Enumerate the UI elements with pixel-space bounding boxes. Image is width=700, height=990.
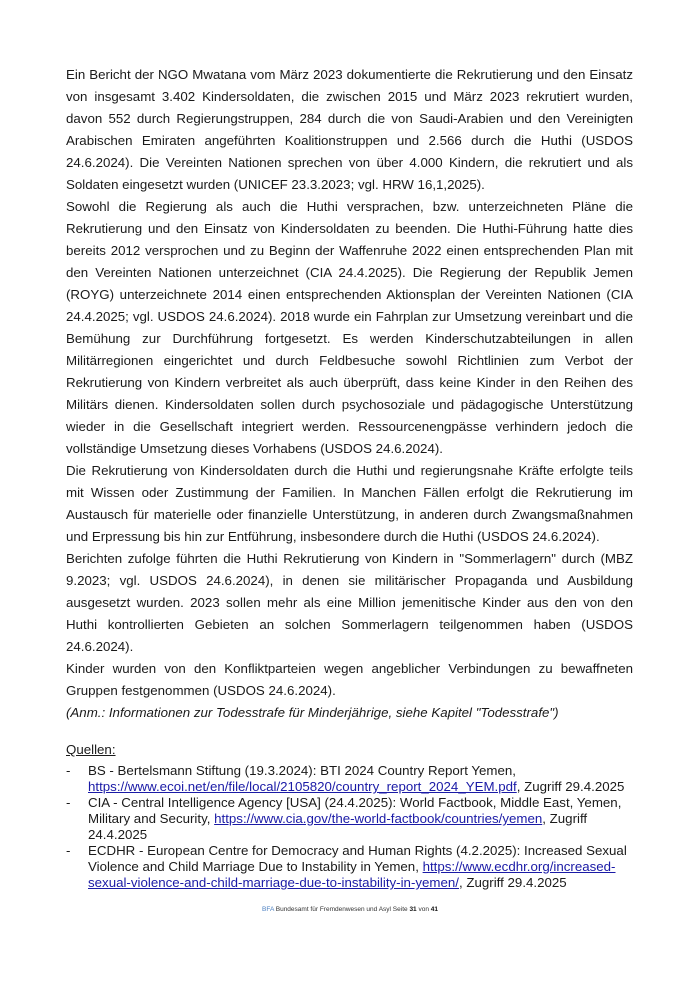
page-total: 41 — [430, 906, 438, 913]
note-death-penalty: (Anm.: Informationen zur Todesstrafe für Minderjährige, siehe Kapitel "Todesstrafe") — [66, 705, 559, 720]
paragraph-summer-camps: Berichten zufolge führten die Huthi Rekrutierung von Kindern in "Sommerlagern" durch (MBZ 9.2023; vgl. USDOS 24.6.2024), in denen sie militärischer Propaganda und Ausbildung ausgesetzt wurden. 2023 sollen mehr als eine Million jemenitische Kinder aus den von den Huthi kontrollierten Gebieten an solchen Sommerlagern teilgenommen haben (USDOS 24.6.2024). — [66, 551, 633, 654]
page-footer: BFA Bundesamt für Fremdenwesen und Asyl Seite 31 von 41 — [262, 906, 438, 913]
source-item-bs: - BS - Bertelsmann Stiftung (19.3.2024): BTI 2024 Country Report Yemen, https://www.ecoi.net/en/file/local/2105820/country_report_2024_YEM.pdf, Zugriff 29.4.2025 — [66, 763, 625, 794]
list-dash: - — [66, 795, 71, 810]
document-page — [66, 64, 633, 891]
source-link-bs[interactable]: https://www.ecoi.net/en/file/local/2105820/country_report_2024_YEM.pdf — [88, 779, 517, 794]
source-item-ecdhr: - ECDHR - European Centre for Democracy and Human Rights (4.2.2025): Increased Sexual Violence and Child Marriage Due to Instability in Yemen, https://www.ecdhr.org/increased-sexual-violence-and-child-marriage-due-to-instability-in-yemen/, Zugriff 29.4.2025 — [66, 843, 627, 890]
paragraph-arrests: Kinder wurden von den Konfliktparteien wegen angeblicher Verbindungen zu bewaffneten Gruppen festgenommen (USDOS 24.6.2024). — [66, 661, 633, 698]
bfa-logo-text: BFA — [262, 906, 274, 913]
source-link-ecdhr[interactable]: https://www.ecdhr.org/increased-sexual-violence-and-child-marriage-due-to-instability-in-yemen/ — [88, 859, 616, 890]
source-link-cia[interactable]: https://www.cia.gov/the-world-factbook/countries/yemen — [214, 811, 543, 826]
sources-list — [66, 763, 633, 891]
paragraph-action-plans: Sowohl die Regierung als auch die Huthi versprachen, bzw. unterzeichneten Pläne die Rekrutierung und den Einsatz von Kindersoldaten zu beenden. Die Huthi-Führung hatte dies bereits 2012 versprochen und zu Beginn der Waffenruhe 2022 einen entsprechenden Plan mit den Vereinten Nationen unterzeichnet (CIA 24.4.2025). Die Regierung der Republik Jemen (ROYG) unterzeichnete 2014 einen entsprechenden Aktionsplan der Vereinten Nationen (CIA 24.4.2025; vgl. USDOS 24.6.2024). 2018 wurde ein Fahrplan zur Umsetzung vereinbart und die Bemühung zur Durchführung fortgesetzt. Es werden Kinderschutzabteilungen in allen Militärregionen eingerichtet und durch Feldbesuche sowohl Richtlinien zum Verbot der Rekrutierung von Kindern verbreitet als auch überprüft, dass keine Kinder in den Reihen des Militärs dienen. Kindersoldaten sollen durch psychosoziale und pädagogische Unterstützung wieder in die Gesellschaft integriert werden. Ressourcenengpässe verhindern jedoch die vollständige Umsetzung dieses Vorhabens (USDOS 24.6.2024). — [66, 199, 633, 456]
page-number: 31 — [409, 906, 417, 913]
paragraph-mwatana-report: Ein Bericht der NGO Mwatana vom März 2023 dokumentierte die Rekrutierung und den Einsatz von insgesamt 3.402 Kindersoldaten, die zwischen 2015 und März 2023 rekrutiert wurden, davon 552 durch Regierungstruppen, 284 durch die von Saudi-Arabien und den Vereinigten Arabischen Emiraten angeführten Koalitionstruppen und 2.566 durch die Huthi (USDOS 24.6.2024). Die Vereinten Nationen sprechen von über 4.000 Kindern, die rekrutiert und als Soldaten eingesetzt wurden (UNICEF 23.3.2023; vgl. HRW 16,1,2025). — [66, 67, 633, 192]
source-item-cia: - CIA - Central Intelligence Agency [USA] (24.4.2025): World Factbook, Middle East, Yemen, Military and Security, https://www.cia.gov/the-world-factbook/countries/yemen, Zugriff 24.4.2025 — [66, 795, 622, 842]
paragraph-recruitment-methods: Die Rekrutierung von Kindersoldaten durch die Huthi und regierungsnahe Kräfte erfolgte teils mit Wissen oder Zustimmung der Familien. In Manchen Fällen erfolgt die Rekrutierung im Austausch für materielle oder finanzielle Unterstützung, in anderen durch Zwangsmaßnahmen und Erpressung bis hin zur Entführung, insbesondere durch die Huthi (USDOS 24.6.2024). — [66, 463, 633, 544]
list-dash: - — [66, 763, 71, 778]
sources-heading: Quellen: — [66, 742, 116, 757]
list-dash: - — [66, 843, 71, 858]
